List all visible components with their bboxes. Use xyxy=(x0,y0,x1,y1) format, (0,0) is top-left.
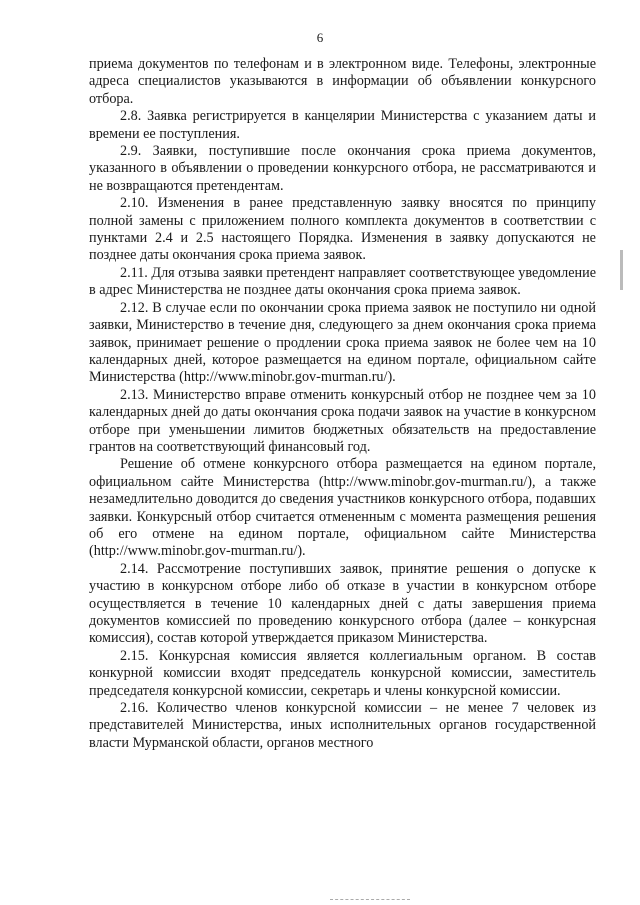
paragraph-2-16: 2.16. Количество членов конкурсной комиссии – не менее 7 человек из представителей Министерства, иных исполнительных органов государственной власти Мурманской области, органов местного xyxy=(89,700,596,751)
paragraph-2-13-cancellation: Решение об отмене конкурсного отбора размещается на едином портале, официальном сайте Министерства (http://www.minobr.gov-murman.ru/), а также незамедлительно доводится до сведения участников конкурсного отбора, подавших заявки. Конкурсный отбор считается отмененным с момента размещения решения об его отмене на едином портале, официальном сайте Министерства (http://www.minobr.gov-murman.ru/). xyxy=(89,456,596,560)
paragraph-continuation: приема документов по телефонам и в электронном виде. Телефоны, электронные адреса специалистов указываются в информации об объявлении конкурсного отбора. xyxy=(89,56,596,107)
scan-artifact xyxy=(620,250,623,290)
scan-artifact-bottom xyxy=(330,899,410,902)
paragraph-2-8: 2.8. Заявка регистрируется в канцелярии Министерства с указанием даты и времени ее поступления. xyxy=(89,108,596,142)
page-number: 6 xyxy=(316,30,324,45)
paragraph-2-10: 2.10. Изменения в ранее представленную заявку вносятся по принципу полной замены с приложением полного комплекта документов в соответствии с пунктами 2.4 и 2.5 настоящего Порядка. Изменения в заявку допускаются не позднее даты окончания срока приема заявок. xyxy=(89,195,596,264)
document-body xyxy=(89,56,596,752)
paragraph-2-11: 2.11. Для отзыва заявки претендент направляет соответствующее уведомление в адрес Министерства не позднее даты окончания срока приема заявок. xyxy=(89,264,596,299)
paragraph-2-15: 2.15. Конкурсная комиссия является коллегиальным органом. В состав конкурной комиссии входят председатель конкурсной комиссии, заместитель председателя конкурсной комиссии, секретарь и члены конкурсной комиссии. xyxy=(89,647,596,699)
paragraph-2-12: 2.12. В случае если по окончании срока приема заявок не поступило ни одной заявки, Министерство в течение дня, следующего за днем окончания срока приема заявок, принимает решение о продлении срока приема заявок не более чем на 10 календарных дней, которое размещается на едином портале, официальном сайте Министерства (http://www.minobr.gov-murman.ru/). xyxy=(89,299,596,386)
paragraph-2-9: 2.9. Заявки, поступившие после окончания срока приема документов, указанного в объявлении о проведении конкурсного отбора, не рассматриваются и не возвращаются претендентам. xyxy=(89,143,596,194)
paragraph-2-14: 2.14. Рассмотрение поступивших заявок, принятие решения о допуске к участию в конкурсном отборе либо об отказе в участии в конкурсном отборе осуществляется в течение 10 календарных дней с даты завершения приема документов комиссией по проведению конкурсного отбора (далее – конкурсная комиссия), состав которой утверждается приказом Министерства. xyxy=(89,560,596,647)
paragraph-2-13: 2.13. Министерство вправе отменить конкурсный отбор не позднее чем за 10 календарных дней до даты окончания срока подачи заявок на участие в конкурсном отборе при уменьшении лимитов бюджетных обязательств на предоставление грантов на соответствующий финансовый год. xyxy=(89,386,596,455)
